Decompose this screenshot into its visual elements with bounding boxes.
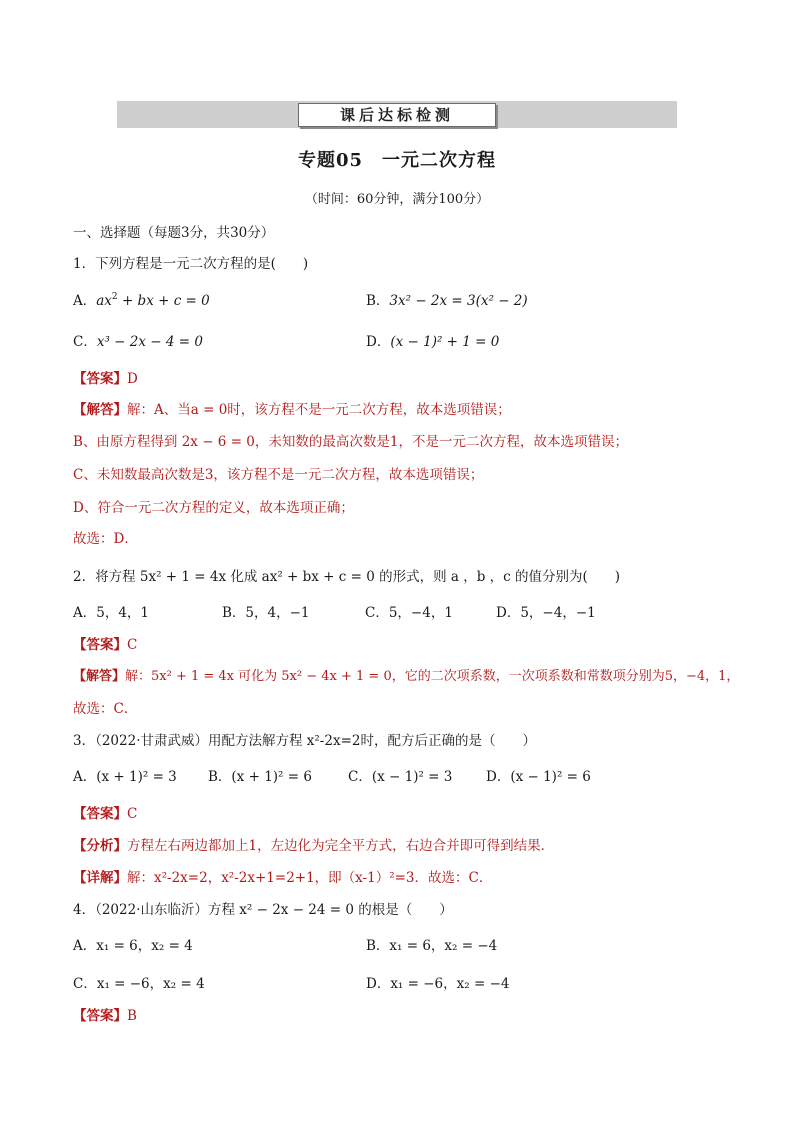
q1-option-c-expr: x³ − 2x − 4 = 0	[96, 334, 203, 350]
q1-explain-1	[73, 398, 511, 418]
q1-explain-3: C、未知数最高次数是3，该方程不是一元二次方程，故本选项错误；	[73, 467, 484, 483]
q1-option-a-expr-post: + bx + c = 0	[117, 293, 210, 309]
q2-stem: 2．将方程 5x² + 1 = 4x 化成 ax² + bx + c = 0 的形式，则 a ，b ，c 的值分别为( )	[73, 569, 621, 585]
q2-explain-1	[73, 665, 739, 684]
q3-detail-a: 解：	[127, 870, 154, 886]
q1-explain-2: B、由原方程得到 2x − 6 = 0，未知数的最高次数是1，不是一元二次方程，故本选项错误；	[73, 434, 628, 450]
q3-answer	[73, 802, 137, 822]
q2-option-c: C．5，−4，1	[365, 605, 453, 621]
q4-answer	[73, 1004, 137, 1024]
q1-option-a: A．$ax^2$ + bx + c = 0	[73, 292, 210, 309]
q2-answer-tag: 【答案】	[73, 637, 127, 653]
q2-answer-value: C	[127, 637, 138, 653]
q2-explain-tag: 【解答】	[73, 669, 126, 684]
q1-explain-tag: 【解答】	[73, 402, 127, 418]
q1-option-a-expr-pre: ax	[96, 293, 112, 309]
q3-analysis-text: 方程左右两边都加上1，左边化为完全平方式，右边合并即可得到结果．	[127, 838, 555, 854]
header-banner	[117, 101, 677, 128]
q2-option-d: D．5，−4，−1	[496, 605, 596, 621]
q4-option-b: B．x₁ = 6，x₂ = −4	[366, 938, 498, 954]
q1-answer-tag: 【答案】	[73, 371, 127, 387]
q1-option-d	[366, 330, 499, 350]
q3-analysis	[73, 834, 554, 854]
q1-option-b	[366, 289, 528, 309]
q3-detail-b: x²-2x=2，x²-2x+1=2+1，即（x-1）²=3．故选：C．	[154, 870, 493, 886]
q4-answer-value: B	[127, 1008, 137, 1024]
q1-option-c	[73, 330, 203, 350]
q4-option-a: A．x₁ = 6，x₂ = 4	[73, 938, 193, 954]
q3-stem: 3．（2022·甘肃武威）用配方法解方程 x²-2x=2时，配方后正确的是（ ）	[73, 733, 536, 749]
q2-answer	[73, 633, 137, 653]
q3-option-c: C．(x − 1)² = 3	[348, 769, 453, 785]
q3-detail-tag: 【详解】	[73, 870, 127, 886]
page-subtitle: （时间：60分钟，满分100分）	[304, 192, 490, 207]
q1-explain-4: D、符合一元二次方程的定义，故本选项正确；	[73, 500, 354, 516]
q1-option-a-label: A．	[73, 293, 97, 309]
q4-option-d: D．x₁ = −6，x₂ = −4	[366, 976, 510, 992]
q1-stem: 1．下列方程是一元二次方程的是( )	[73, 256, 309, 272]
q1-answer-value: D	[127, 371, 138, 387]
page-title: 专题05 一元二次方程	[297, 150, 497, 171]
q1-answer	[73, 367, 138, 387]
q3-detail	[73, 866, 492, 886]
q4-option-c: C．x₁ = −6，x₂ = 4	[73, 976, 205, 992]
q2-explain-2: 故选：C．	[73, 701, 138, 717]
q3-option-d: D．(x − 1)² = 6	[486, 769, 591, 785]
section-heading: 一、选择题（每题3分，共30分）	[73, 225, 275, 241]
q1-explain-5: 故选：D．	[73, 531, 138, 547]
q2-explain-1a: 解：5x² + 1 = 4x 可化为 5x² − 4x + 1 = 0，它的二次项系数，一次项系数和常数项分别为	[125, 669, 665, 684]
banner-title: 课后达标检测	[298, 103, 496, 127]
q1-option-b-expr: 3x² − 2x = 3(x² − 2)	[389, 293, 528, 309]
q4-answer-tag: 【答案】	[73, 1008, 127, 1024]
q1-option-d-expr: (x − 1)² + 1 = 0	[390, 334, 500, 350]
q3-option-a: A．(x + 1)² = 3	[73, 769, 177, 785]
q1-option-c-label: C．	[73, 334, 97, 350]
q1-explain-1-text: 解：A、当a = 0时，该方程不是一元二次方程，故本选项错误；	[127, 402, 511, 418]
q1-option-d-label: D．	[366, 334, 391, 350]
q3-answer-tag: 【答案】	[73, 806, 127, 822]
q2-explain-1b: 5，−4，1，	[664, 669, 740, 684]
q3-option-b: B．(x + 1)² = 6	[208, 769, 312, 785]
q3-analysis-tag: 【分析】	[73, 838, 127, 854]
q1-option-b-label: B．	[366, 293, 390, 309]
q3-answer-value: C	[127, 806, 138, 822]
q4-stem: 4．（2022·山东临沂）方程 x² − 2x − 24 = 0 的根是（ ）	[73, 902, 453, 918]
q2-option-b: B．5，4，−1	[222, 605, 310, 621]
q2-option-a: A．5，4，1	[73, 605, 150, 621]
